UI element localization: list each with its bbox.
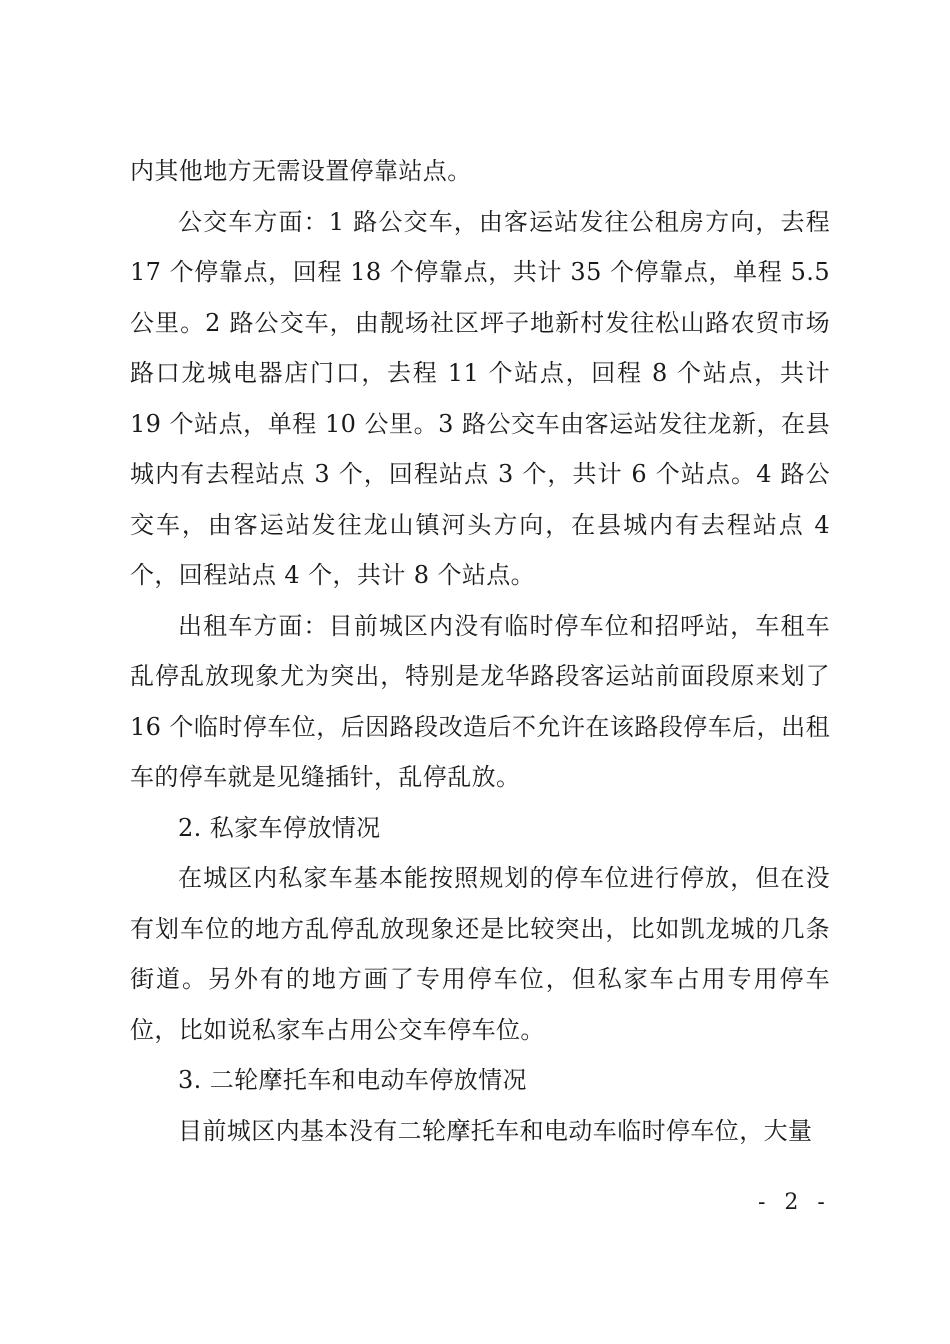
paragraph-private-cars: 在城区内私家车基本能按照规划的停车位进行停放，但在没有划车位的地方乱停乱放现象还是比较突出，比如凯龙城的几条街道。另外有的地方画了专用停车位，但私家车占用专用停车位，比如说私家车占用公交车停车位。	[130, 864, 830, 1044]
paragraph-bus: 公交车方面：1 路公交车，由客运站发往公租房方向，去程 17 个停靠点，回程 18 个停靠点，共计 35 个停靠点，单程 5.5 公里。2 路公交车，由靓场社区坪子地新村发往松山路农贸市场路口龙城电器店门口，去程 11 个站点，回程 8 个站点，共计 19 个站点，单程 10 公里。3 路公交车由客运站发往龙新，在县城内有去程站点 3 个，回程站点 3 个，共计 6 个站点。4 路公交车，由客运站发往龙山镇河头方向，在县城内有去程站点 4 个，回程站点 4 个，共计 8 个站点。	[130, 207, 830, 589]
section-heading-motorcycles: 3. 二轮摩托车和电动车停放情况	[178, 1066, 527, 1094]
page-number: - 2 -	[758, 1190, 831, 1215]
section-heading-private-cars: 2. 私家车停放情况	[178, 813, 381, 842]
paragraph-continuation: 内其他地方无需设置停靠站点。	[130, 157, 472, 185]
paragraph-taxi: 出租车方面：目前城区内没有临时停车位和招呼站，车租车乱停乱放现象尤为突出，特别是龙华路段客运站前面段原来划了 16 个临时停车位，后因路段改造后不允许在该路段停车后，出租车的停车就是见缝插针，乱停乱放。	[130, 611, 830, 791]
paragraph-motorcycles: 目前城区内基本没有二轮摩托车和电动车临时停车位，大量	[178, 1116, 813, 1145]
document-body	[130, 146, 830, 1156]
